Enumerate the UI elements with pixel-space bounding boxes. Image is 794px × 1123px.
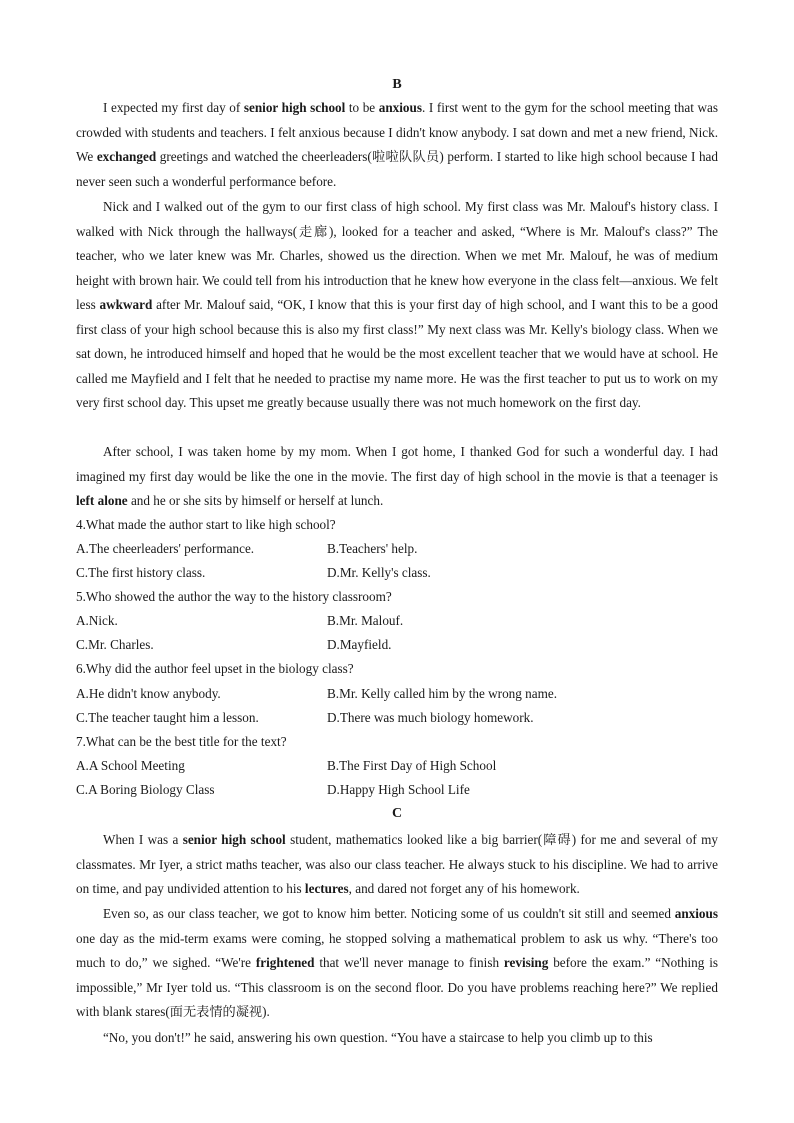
option-4b: B.Teachers' help.: [327, 541, 418, 556]
option-7c: C.A Boring Biology Class: [76, 782, 215, 797]
option-7b: B.The First Day of High School: [327, 758, 497, 773]
option-5a: A.Nick.: [76, 613, 118, 628]
bold-term: anxious: [674, 906, 718, 921]
question-7: 7.What can be the best title for the text?: [76, 734, 287, 749]
option-4a: A.The cheerleaders' performance.: [76, 541, 255, 556]
bold-term: lectures: [304, 881, 349, 896]
section-b-paragraph: After school, I was taken home by my mom. When I got home, I thanked God for such a wonderful day. I had imagined my first day would be like the one in the movie. The first day of high school in the movie is that a teenager is left alone and he or she sits by himself or herself at lunch.: [76, 444, 718, 508]
bold-term: senior high school: [243, 100, 346, 115]
option-6b: B.Mr. Kelly called him by the wrong name.: [327, 686, 558, 701]
option-7a: A.A School Meeting: [76, 758, 185, 773]
section-b-paragraph: I expected my first day of senior high school to be anxious. I first went to the gym for the school meeting that was crowded with students and teachers. I felt anxious because I didn't know anybody. I sat down and met a new friend, Nick. We exchanged greetings and watched the cheerleaders(啦啦队队员) perform. I started to like high school because I had never seen such a wonderful performance before.: [76, 100, 718, 189]
option-4c: C.The first history class.: [76, 565, 206, 580]
section-c-paragraph: When I was a senior high school student, mathematics looked like a big barrier(障碍) for me and several of my classmates. Mr Iyer, a strict maths teacher, was also our class teacher. He always stuck to his discipline. We had to arrive on time, and pay undivided attention to his lectures, and dared not forget any of his homework.: [76, 832, 718, 896]
bold-term: senior high school: [182, 832, 286, 847]
option-5c: C.Mr. Charles.: [76, 637, 154, 652]
question-5: 5.Who showed the author the way to the history classroom?: [76, 589, 392, 604]
option-4d: D.Mr. Kelly's class.: [327, 565, 431, 580]
bold-term: exchanged: [96, 149, 157, 164]
bold-term: anxious: [378, 100, 422, 115]
section-b-title: B: [392, 77, 402, 92]
option-5b: B.Mr. Malouf.: [327, 613, 404, 628]
bold-term: revising: [503, 955, 549, 970]
option-6d: D.There was much biology homework.: [327, 710, 534, 725]
bold-term: left alone: [76, 493, 128, 508]
option-6a: A.He didn't know anybody.: [76, 686, 221, 701]
option-6c: C.The teacher taught him a lesson.: [76, 710, 259, 725]
question-6: 6.Why did the author feel upset in the biology class?: [76, 661, 354, 676]
option-7d: D.Happy High School Life: [327, 782, 470, 797]
option-5d: D.Mayfield.: [327, 637, 392, 652]
bold-term: frightened: [255, 955, 315, 970]
section-c-paragraph: Even so, as our class teacher, we got to know him better. Noticing some of us couldn't sit still and seemed anxious one day as the mid-term exams were coming, he stopped solving a mathematical problem to ask us why. “There's too much to do,” we sighed. “We're frightened that we'll never manage to finish revising before the exam.” “Nothing is impossible,” Mr Iyer told us. “This classroom is on the second floor. Do you have problems reaching here?” We replied with blank stares(面无表情的凝视).: [76, 906, 719, 1019]
section-c-paragraph: “No, you don't!” he said, answering his own question. “You have a staircase to help you climb up to this: [103, 1030, 653, 1045]
section-b-paragraph: Nick and I walked out of the gym to our first class of high school. My first class was Mr. Malouf's history class. I walked with Nick through the hallways(走廊), looked for a teacher and asked, “Where is Mr. Malouf's class?” The teacher, who we later knew was Mr. Charles, showed us the direction. When we met Mr. Malouf, he was of medium height with brown hair. We could tell from his introduction that he knew how everyone in the class felt—anxious. We felt less awkward after Mr. Malouf said, “OK, I know that this is your first day of high school, and I want this to be a good first class of your high school because this is also my first class!” My next class was Mr. Kelly's biology class. When we sat down, he introduced himself and hoped that he would be the most excellent teacher that we would have at school. He called me Mayfield and I felt that he needed to practise my name more. He was the first teacher to put us to work on my very first school day. This upset me greatly because usually there was not much homework on the first day.: [76, 199, 718, 410]
bold-term: awkward: [99, 297, 153, 312]
question-4: 4.What made the author start to like high school?: [76, 517, 336, 532]
section-c-title: C: [391, 806, 403, 821]
